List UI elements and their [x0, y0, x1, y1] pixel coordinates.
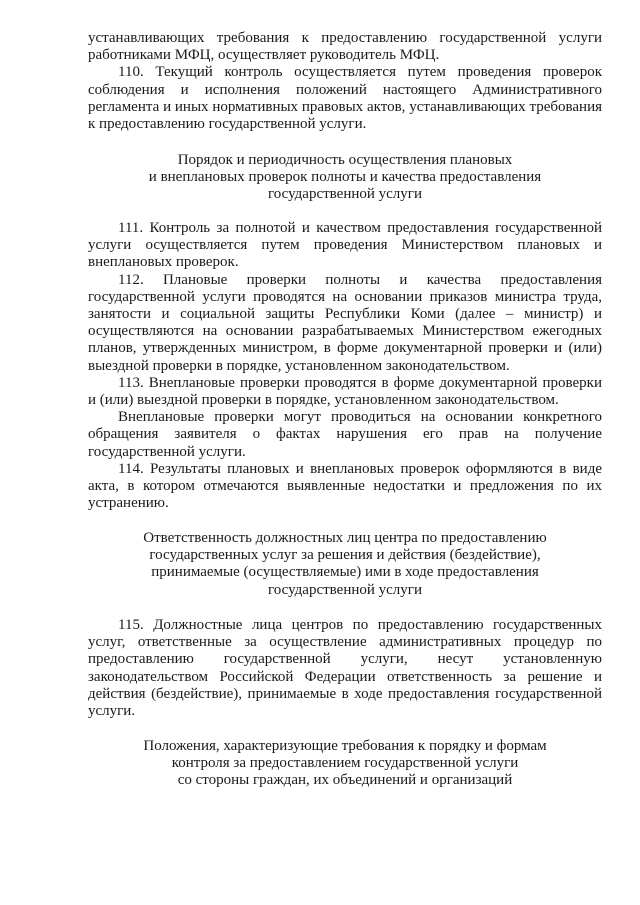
heading-line: государственной услуги: [268, 581, 422, 598]
paragraph-112: 112. Плановые проверки полноты и качества предоставления государственной услуги проводятся на основании приказов министра труда, занятости и социальной защиты Республики Коми (далее – министр) и осуществляются на основании разрабатываемых Министерством ежегодных планов, утвержденных министром, в форме документарной проверки и (или) выездной проверки в порядке, установленном законодательством.: [88, 271, 602, 374]
paragraph-111: 111. Контроль за полнотой и качеством предоставления государственной услуги осуществляется путем проведения Министерством плановых и внеплановых проверок.: [88, 220, 602, 271]
heading-line: со стороны граждан, их объединений и организаций: [177, 772, 513, 789]
paragraph-110: 110. Текущий контроль осуществляется путем проведения проверок соблюдения и исполнения положений настоящего Административного регламента и иных нормативных правовых актов, устанавливающих требования к предоставлению государственной услуги.: [88, 64, 602, 133]
heading-line: и внеплановых проверок полноты и качества предоставления: [148, 169, 542, 186]
paragraph-114: 114. Результаты плановых и внеплановых проверок оформляются в виде акта, в котором отмечаются выявленные недостатки и предложения по их устранению.: [88, 460, 602, 512]
text-block-middle: [88, 220, 602, 512]
heading-line: Ответственность должностных лиц центра по предоставлению: [143, 530, 547, 546]
heading-line: Порядок и периодичность осуществления плановых: [177, 152, 513, 168]
heading-line: принимаемые (осуществляемые) ими в ходе предоставления: [151, 564, 539, 581]
heading-line: государственных услуг за решения и действия (бездействие),: [149, 547, 541, 564]
paragraph-unscheduled: Внеплановые проверки могут проводиться на основании конкретного обращения заявителя о фактах нарушения его прав на получение государственной услуги.: [88, 409, 602, 460]
section-heading-responsibility: [88, 530, 602, 599]
paragraph-continuation: устанавливающих требования к предоставлению государственной услуги работниками МФЦ, осуществляет руководитель МФЦ.: [88, 30, 602, 64]
heading-line: контроля за предоставлением государственной услуги: [171, 755, 519, 772]
heading-line: государственной услуги: [268, 186, 422, 203]
heading-line: Положения, характеризующие требования к порядку и формам: [143, 738, 547, 754]
text-block-low: [88, 617, 602, 720]
section-heading-public-control: [88, 738, 602, 790]
section-heading-inspections: [88, 152, 602, 204]
paragraph-115: 115. Должностные лица центров по предоставлению государственных услуг, ответственные за осуществление административных процедур по предоставлению государственной услуги, несут установленную законодательством Российской Федерации ответственность за решение и действия (бездействие), принимаемые в ходе предоставления государственной услуги.: [88, 617, 602, 720]
paragraph-113: 113. Внеплановые проверки проводятся в форме документарной проверки и (или) выездной проверки в порядке, установленном законодательством.: [88, 374, 602, 409]
text-block-top: [88, 30, 602, 133]
